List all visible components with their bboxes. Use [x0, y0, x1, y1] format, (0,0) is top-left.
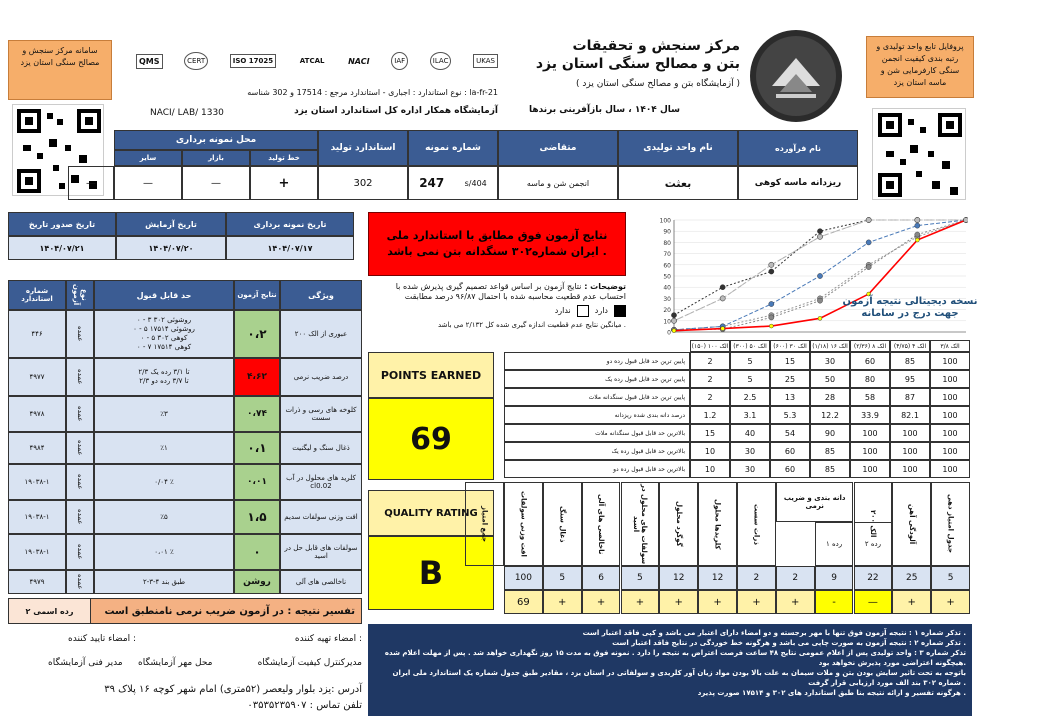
explanation-box [368, 282, 626, 344]
score-mark: + [892, 590, 931, 614]
points-label: POINTS EARNED [380, 368, 482, 382]
y-tick-label: 80 [663, 239, 671, 247]
sieve-value: 60 [770, 460, 810, 478]
score-mark: + [659, 590, 698, 614]
y-tick-label: 100 [659, 217, 671, 225]
logo-qms: QMS [136, 54, 163, 69]
year-line: سال ۱۴۰۴ ، سال بازآفرینی برندها [528, 105, 680, 115]
prep-title: امضاء تهیه کننده : [294, 634, 362, 644]
sieve-value: 85 [890, 352, 930, 370]
score-header: ذغال سنگ [543, 482, 582, 566]
score-mark: + [621, 590, 660, 614]
right-info-text: پروفایل تابع واحد تولیدی و رتبه بندی کیفیت انجمن سنگی کارفرمایی شن و ماسه استان یزد [876, 42, 964, 87]
sieve-value: 80 [850, 370, 890, 388]
y-tick-label: 30 [663, 295, 671, 303]
property-result: ۰،۷۴ [234, 396, 280, 432]
y-tick-label: 70 [663, 251, 671, 259]
property-type: عمده [66, 310, 94, 358]
logo-ilac: ILAC [430, 52, 452, 70]
y-tick-label: 40 [663, 284, 671, 292]
properties-table [8, 280, 362, 594]
sieve-value: 13 [770, 388, 810, 406]
sieve-value: 33.9 [850, 406, 890, 424]
val-other: — [114, 166, 182, 200]
sieve-row-label: بالاترین حد قابل قبول رده یک [504, 442, 690, 460]
property-limit: ٪۱ [94, 432, 234, 464]
property-name: کلرید های محلول در آب cl0.02 [280, 464, 362, 500]
hdr-market: بازار [182, 150, 250, 166]
has-checkbox[interactable] [614, 305, 626, 317]
score-header: افت وزنی سولفات [504, 482, 543, 566]
sieve-value: 100 [930, 370, 970, 388]
property-name: سولفات های قابل حل در اسید [280, 534, 362, 570]
property-name: درصد ضریب نرمی [280, 358, 362, 396]
hdr-sampling: محل نمونه برداری [114, 130, 318, 150]
property-type: عمده [66, 464, 94, 500]
points-value-box [368, 398, 494, 480]
note-2: تذکر شماره ۲ : نتیجه آزمون به صورت چاپی می باشد و هرگونه خط خوردگی در نتایج فاقد اعتبار است . [612, 639, 966, 647]
note-1: تذکر شماره ۱ : نتیجه آزمون فوق تنها با مهر برجسته و دو امضاء دارای اعتبار می باشد و کپی فاقد اعتبار است . [582, 629, 966, 637]
sieve-row-label: بالاترین حد قابل قبول رده دو [504, 460, 690, 478]
property-result: ۱،۵ [234, 500, 280, 534]
property-limit: ٪۵ [94, 500, 234, 534]
score-mark: + [582, 590, 621, 614]
sieve-header: الک ۸ (۲/۳۶) [850, 340, 890, 352]
series-point [866, 240, 871, 245]
sieve-value: 100 [930, 424, 970, 442]
y-tick-label: 0 [667, 329, 671, 337]
interpretation-bar [8, 598, 362, 624]
series-point [721, 327, 725, 331]
sieve-row-label: پایین ترین حد قابل قبول رده یک [504, 370, 690, 388]
hdr-limit: حد قابل قبول [94, 280, 234, 310]
score-header: جمع امتیاز [465, 482, 504, 566]
score-mark: + [931, 590, 970, 614]
sieve-value: 100 [890, 460, 930, 478]
lab-seal: محل مهر آزمایشگاه [138, 658, 213, 668]
score-points: 9 [815, 566, 854, 590]
property-type: عمده [66, 570, 94, 594]
score-points: 6 [582, 566, 621, 590]
sieve-value: 82.1 [890, 406, 930, 424]
score-mark: + [776, 590, 815, 614]
sieve-value: 2 [690, 352, 730, 370]
val-product: ریزدانه ماسه کوهی [738, 166, 858, 200]
score-points: 100 [504, 566, 543, 590]
hdr-type: نوع آزمون [66, 280, 94, 310]
val-sample-no [408, 166, 498, 200]
sieve-value: 5 [730, 370, 770, 388]
score-mark: + [698, 590, 737, 614]
series-point [769, 262, 774, 267]
sieve-value: 100 [890, 442, 930, 460]
series-point [866, 217, 871, 222]
quality-value: B [418, 554, 444, 592]
note-4: باتوجه به تحت تاثیر سایش بودن بتن و ملات سیمان به علت بالا بودن مواد زیان آور کلریدی و سولفاتی در استان یزد ، مقادیر طبق جدول شماره یک استاندارد ملی ایران شماره ۳۰۲ بند الف مورد ارزیابی قرار گرفت . [392, 669, 966, 687]
uncertainty-line: میانگین نتایج عدم قطعیت اندازه گیری شده کل ۲/۱۳۲ می باشد . [437, 321, 626, 329]
sieve-row-label: پایین ترین حد قابل قبول سنگدانه ملات [504, 388, 690, 406]
score-points: 2 [776, 566, 815, 590]
score-mark: 69 [504, 590, 543, 614]
y-tick-label: 90 [663, 228, 671, 236]
property-limit: ۰/۰۴ ٪ [94, 464, 234, 500]
property-name: عبوری از الک ۲۰۰ [280, 310, 362, 358]
property-result: روشن [234, 570, 280, 594]
product-table [114, 130, 858, 200]
sieve-value: 100 [850, 424, 890, 442]
property-type: عمده [66, 358, 94, 396]
score-header: الک ۲۰۰ [854, 482, 893, 566]
result-text: نتایج آزمون فوق مطابق با استاندارد ملی ایران شماره۳۰۲ سنگدانه بتن نمی باشد . [386, 229, 608, 258]
y-tick-label: 10 [663, 318, 671, 326]
sieve-row-label: درصد دانه بندی شده ریزدانه [504, 406, 690, 424]
series-point [720, 296, 725, 301]
property-type: عمده [66, 396, 94, 432]
series-point [769, 301, 774, 306]
sieve-value: 100 [930, 406, 970, 424]
property-limit: ٪۳ [94, 396, 234, 432]
val-std: 302 [318, 166, 408, 200]
hdr-std-no: شماره استاندارد [8, 280, 66, 310]
standard-line: نوع استاندارد : اجباری - استاندارد مرجع : 17514 و 302 شناسه : la-fr-21 [247, 88, 498, 97]
score-header: ناخالصی های آلی [582, 482, 621, 566]
series-point [817, 229, 822, 234]
hdr-result: نتایج آزمون [234, 280, 280, 310]
notes-box [368, 624, 972, 716]
sieve-value: 100 [930, 442, 970, 460]
score-points: 22 [854, 566, 893, 590]
series-point [817, 273, 822, 278]
property-std: ۴۴۶ [8, 310, 66, 358]
series-point [769, 324, 773, 328]
title-line3: ( آزمایشگاه بتن و مصالح سنگی استان یزد ) [576, 79, 740, 89]
sieve-value: 3.1 [730, 406, 770, 424]
score-header: آلودگی آهن [892, 482, 931, 566]
sieve-header: الک ۳/۸ [930, 340, 970, 352]
series-point [769, 269, 774, 274]
left-info-box [8, 40, 112, 100]
sieve-value: 30 [730, 442, 770, 460]
sieve-value: 1.2 [690, 406, 730, 424]
points-value: 69 [410, 421, 452, 457]
property-limit: ۲/۳ تا ۳/۱ رده یک ۲/۳ تا ۳/۷ رده دو [94, 358, 234, 396]
explain-title: توضیحات : [581, 282, 626, 291]
sieve-table [504, 340, 970, 478]
sieve-value: 95 [890, 370, 930, 388]
series-point [866, 264, 871, 269]
y-tick-label: 60 [663, 262, 671, 270]
sieve-value: 10 [690, 460, 730, 478]
val-issue-date: ۱۴۰۴/۰۷/۲۱ [8, 236, 116, 260]
tech-manager: مدیر فنی آزمایشگاه [48, 658, 123, 668]
right-qr-code [872, 108, 966, 200]
result-banner [368, 212, 626, 276]
phone: تلفن تماس : ۰۳۵۳۵۲۳۵۹۰۷ [247, 700, 362, 711]
logo-ukas: UKAS [473, 54, 498, 68]
series-point [915, 223, 920, 228]
sieve-value: 60 [850, 352, 890, 370]
lab-line: آزمایشگاه همکار اداره کل استاندارد استان یزد [294, 106, 498, 116]
grade-label: رده اسمی ۲ [9, 599, 91, 623]
sieve-value: 100 [890, 424, 930, 442]
y-tick-label: 50 [663, 273, 671, 281]
dates-table [8, 212, 354, 260]
address: آدرس :یزد بلوار ولیعصر (۵۲متری) امام شهر کوچه ۱۶ پلاک ۳۹ [104, 684, 362, 695]
property-limit: ۰،۰۱ ٪ [94, 534, 234, 570]
sieve-value: 25 [770, 370, 810, 388]
val-unit: بعثت [618, 166, 738, 200]
hdr-test-date: تاریخ آزمایش [116, 212, 226, 236]
logo-iaf: IAF [391, 52, 408, 70]
property-limit: طبق بند ۴-۳-۲ [94, 570, 234, 594]
property-result: ۰،۲ [234, 310, 280, 358]
series-point [915, 232, 920, 237]
score-mark: — [854, 590, 893, 614]
sieve-value: 10 [690, 442, 730, 460]
property-result: ۴،۶۲ [234, 358, 280, 396]
score-points: 25 [892, 566, 931, 590]
score-mark: + [543, 590, 582, 614]
sieve-header: الک ۴ (۴/۷۵) [890, 340, 930, 352]
sieve-value: 2 [690, 370, 730, 388]
not-checkbox[interactable] [577, 305, 589, 317]
sieve-header: الک ۱۶ (۱/۱۸) [810, 340, 850, 352]
series-point [671, 313, 676, 318]
lab-code: NACI/ LAB/ 1330 [150, 108, 224, 118]
sieve-value: 15 [770, 352, 810, 370]
right-info-box [866, 36, 974, 98]
property-result: ۰،۱ [234, 432, 280, 464]
property-result: ۰ [234, 534, 280, 570]
sieve-value: 2.5 [730, 388, 770, 406]
sieve-value: 30 [730, 460, 770, 478]
logo-atcal: ATCAL [299, 57, 325, 65]
sieve-row-label: پایین ترین حد قابل قبول رده دو [504, 352, 690, 370]
sieve-value: 90 [810, 424, 850, 442]
series-point [915, 217, 920, 222]
series-point [672, 329, 676, 333]
val-sample-code: s/404 [464, 178, 487, 188]
hdr-other: سایر [114, 150, 182, 166]
property-std: ۱۹۰۳۸-۱ [8, 500, 66, 534]
val-line: + [250, 166, 318, 200]
score-points: 5 [543, 566, 582, 590]
property-result: ۰،۰۱ [234, 464, 280, 500]
sieve-header: الک ۱۰۰ (۱۵۰) [690, 340, 730, 352]
points-label-box [368, 352, 494, 398]
sieve-value: 50 [810, 370, 850, 388]
val-extra: — [68, 166, 114, 200]
property-std: ۴۹۷۸ [8, 396, 66, 432]
series-point [671, 318, 676, 323]
sieve-value: 5 [730, 352, 770, 370]
sieve-header: الک ۳۰ (۶۰۰) [770, 340, 810, 352]
series-point [818, 316, 822, 320]
score-table [480, 482, 970, 616]
score-points: 5 [931, 566, 970, 590]
series-point [963, 217, 968, 222]
property-std: ۴۹۸۴ [8, 432, 66, 464]
score-points: 2 [737, 566, 776, 590]
hdr-std: استاندارد تولید [318, 130, 408, 166]
hdr-issue-date: تاریخ صدور تاریخ [8, 212, 116, 236]
val-sample-num: 247 [419, 176, 445, 190]
sieve-header: الک ۵۰ (۳۰۰) [730, 340, 770, 352]
val-sampling-date: ۱۴۰۴/۰۷/۱۷ [226, 236, 354, 260]
sieve-value: 12.2 [810, 406, 850, 424]
series-point [817, 234, 822, 239]
note-5: هرگونه تفسیر و ارائه نتیجه بنا طبق استاندارد های ۳۰۲ و ۱۷۵۱۴ صورت پذیرد . [697, 689, 966, 697]
digital-note: نسخه دیجیتالی نتیجه آزمون جهت درج در سامانه [842, 296, 978, 319]
val-market: — [182, 166, 250, 200]
series-point [817, 298, 822, 303]
series-point [720, 285, 725, 290]
property-std: ۱۹۰۳۸-۱ [8, 534, 66, 570]
explain-text: نتایج آزمون بر اساس قواعد تصمیم گیری پذیرش شده با احتساب عدم قطعیت محاسبه شده با احتمال ۹۶/۸۷ درصد مطابقت [395, 282, 626, 301]
score-header: ذرات سست [737, 482, 776, 566]
sieve-value: 100 [850, 442, 890, 460]
sieve-value: 85 [810, 460, 850, 478]
sieve-value: 100 [930, 388, 970, 406]
hdr-sample-no: شماره نمونه [408, 130, 498, 166]
score-header: دانه بندی و ضریب نرمی [776, 482, 854, 522]
logo-naci: NACI [348, 56, 370, 66]
title-line2: بتن و مصالح سنگی استان یزد [535, 56, 740, 72]
sieve-value: 2 [690, 388, 730, 406]
score-sub-header: رده ۲ [854, 522, 893, 566]
score-points: 5 [621, 566, 660, 590]
signature-block [8, 630, 362, 674]
sieve-value: 58 [850, 388, 890, 406]
property-std: ۴۹۷۷ [8, 358, 66, 396]
val-test-date: ۱۴۰۴/۰۷/۲۰ [116, 236, 226, 260]
sieve-value: 28 [810, 388, 850, 406]
score-points: 12 [698, 566, 737, 590]
property-type: عمده [66, 500, 94, 534]
sieve-value: 5.3 [770, 406, 810, 424]
val-applicant: انجمن شن و ماسه [498, 166, 618, 200]
explain-not-label: ندارد [554, 306, 571, 315]
sieve-value: 54 [770, 424, 810, 442]
sieve-value: 100 [930, 352, 970, 370]
sieve-value: 100 [850, 460, 890, 478]
score-header: سولفات های محلول در اسید [621, 482, 660, 566]
property-type: عمده [66, 432, 94, 464]
property-name: ناخالصی های آلی [280, 570, 362, 594]
score-mark: + [737, 590, 776, 614]
sieve-row-label: بالاترین حد قابل قبول سنگدانه ملات [504, 424, 690, 442]
note-3: تذکر شماره ۳ : واحد تولیدی پس از اعلام عمومی نتایج ۴۸ ساعت فرصت اعتراض به نتیجه را دارد . نمونه فوق به مدت ۱۵ روز نگهداری خواهد شد . پس از مهلت اعلام شده هیچگونه اعتراضی مورد پذیرش نخواهد بود. [384, 649, 966, 667]
logo-iso: ISO 17025 [230, 54, 276, 68]
score-header: کلریدها محلول [698, 482, 737, 566]
hdr-line: خط تولید [250, 150, 318, 166]
score-sub-header: رده ۱ [815, 522, 854, 566]
title-line1: مرکز سنجش و تحقیقات [572, 38, 740, 54]
center-logo [750, 30, 842, 122]
property-std: ۱۹۰۳۸-۱ [8, 464, 66, 500]
sieve-value: 30 [810, 352, 850, 370]
sieve-value: 40 [730, 424, 770, 442]
score-mark: - [815, 590, 854, 614]
property-name: ذغال سنگ و لیگنیت [280, 432, 362, 464]
property-name: کلوخه های رسی و ذرات سست [280, 396, 362, 432]
sieve-value: 87 [890, 388, 930, 406]
score-header: جدول امتیاز دهی [931, 482, 970, 566]
hdr-unit: نام واحد تولیدی [618, 130, 738, 166]
sieve-value: 100 [930, 460, 970, 478]
left-info-text: سامانه مرکز سنجش و مصالح سنگی استان یزد [20, 46, 100, 67]
interp-text: تفسیر نتیجه : در آزمون ضریب نرمی نامنطبق است [104, 605, 355, 617]
score-header: گوگرد محلول [659, 482, 698, 566]
property-std: ۴۹۷۹ [8, 570, 66, 594]
hdr-sampling-date: تاریخ نمونه برداری [226, 212, 354, 236]
hdr-product: نام فرآورده [738, 130, 858, 166]
sieve-value: 85 [810, 442, 850, 460]
qc-manager: مدیرکنترل کیفیت آزمایشگاه [257, 658, 362, 668]
approve-title: امضاء تایید کننده : [68, 634, 137, 644]
certification-logos [136, 42, 498, 80]
series-point [769, 315, 774, 320]
property-limit: روشوئی ۳۰۲ ۳ - ۰ روشوئی ۱۷۵۱۴ ۵ - ۰ کوهی ۳۰۲ ۵ - ۰ کوهی ۱۷۵۱۴ ۷ - ۰ [94, 310, 234, 358]
sieve-value: 60 [770, 442, 810, 460]
quality-label: QUALITY RATING [384, 507, 478, 519]
logo-cert: CERT [184, 52, 208, 70]
hdr-applicant: متقاضی [498, 130, 618, 166]
score-points: 12 [659, 566, 698, 590]
property-type: عمده [66, 534, 94, 570]
sieve-value: 15 [690, 424, 730, 442]
hdr-property: ویژگی [280, 280, 362, 310]
y-tick-label: 20 [663, 307, 671, 315]
series-point [915, 238, 919, 242]
explain-has-label: دارد [594, 306, 608, 315]
property-name: افت وزنی سولفات سدیم [280, 500, 362, 534]
